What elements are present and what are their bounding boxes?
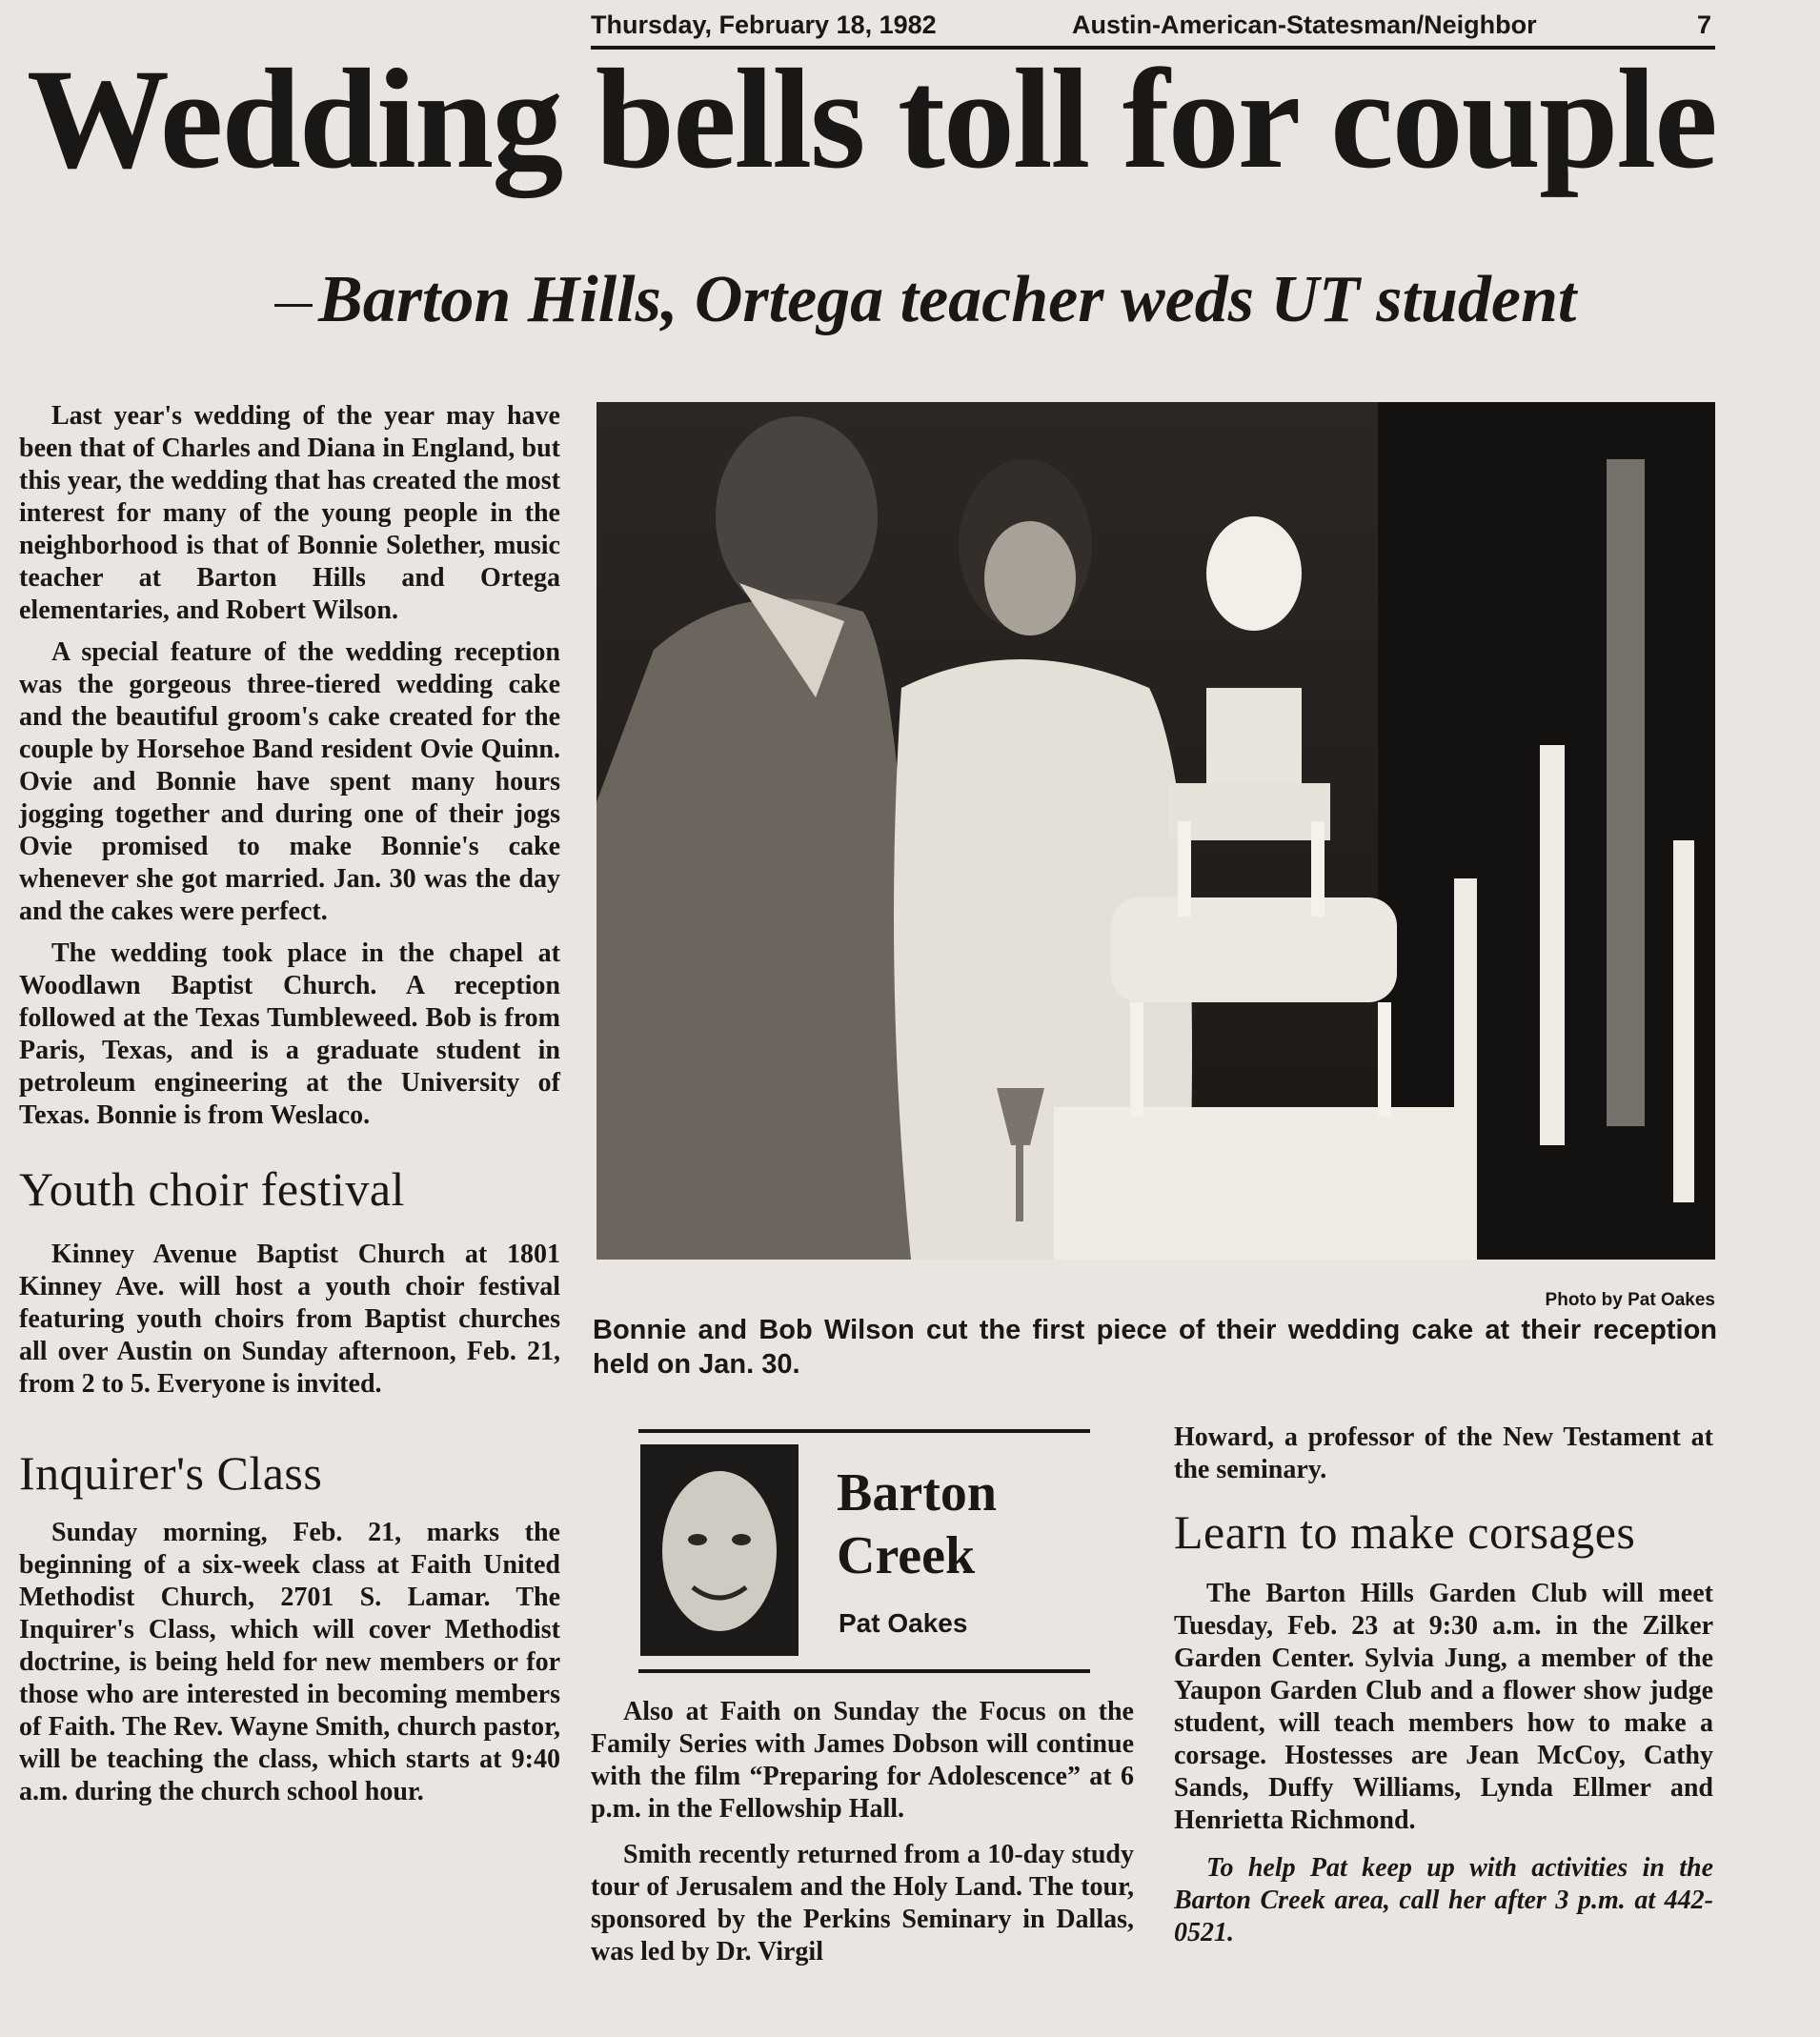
- contact-note: To help Pat keep up with activities in the Barton Creek area, call her after 3 p.m. at 442-0521.: [1174, 1853, 1713, 1947]
- headline: Wedding bells toll for couple: [27, 40, 1716, 198]
- column-header-box: [638, 1429, 1090, 1673]
- inquirers-class-heading: Inquirer's Class: [19, 1446, 323, 1500]
- mid-paragraph: Also at Faith on Sunday the Focus on the Family Series with James Dobson will continue with the film “Preparing for Adolescence” at 6 p.m. in the Fellowship Hall.: [591, 1697, 1134, 1824]
- wedding-photo-image: [597, 402, 1715, 1260]
- lead-paragraph: Last year's wedding of the year may have been that of Charles and Diana in England, but this year, the wedding that has created the most interest for many of the young people in the neighborhood is that of Bonnie Solether, music teacher at Barton Hills and Ortega elementaries, and Robert Wilson.: [19, 401, 560, 625]
- left-column: [19, 400, 560, 1816]
- column-title-line: Barton: [837, 1463, 997, 1523]
- wedding-photo: [597, 402, 1715, 1260]
- dash-rule: [274, 304, 313, 307]
- column-author: Pat Oakes: [839, 1608, 968, 1638]
- lead-paragraph: The wedding took place in the chapel at Woodlawn Baptist Church. A reception followed at the Texas Tumbleweed. Bob is from Paris, Texas, and is a graduate student in petroleum engineering at the University of Texas. Bonnie is from Weslaco.: [19, 938, 560, 1130]
- subheadline: [274, 257, 1723, 343]
- header-paper-name: Austin-American-Statesman/Neighbor: [1072, 10, 1537, 39]
- youth-choir-body: Kinney Avenue Baptist Church at 1801 Kinney Ave. will host a youth choir festival featuring youth choirs from Baptist churches all over Austin on Sunday afternoon, Feb. 21, from 2 to 5. Everyone is invited.: [19, 1240, 560, 1399]
- right-column: [1174, 1422, 1713, 1957]
- corsages-heading: Learn to make corsages: [1174, 1505, 1636, 1559]
- subheadline-text: Barton Hills, Ortega teacher weds UT student: [318, 263, 1577, 336]
- lead-paragraph: A special feature of the wedding reception was the gorgeous three-tiered wedding cake and the beautiful groom's cake created for the couple by Horsehoe Band resident Ovie Quinn. Ovie and Bonnie have spent many hours jogging together and during one of their jogs Ovie promised to make Bonnie's cake whenever she got married. Jan. 30 was the day and the cakes were perfect.: [19, 637, 560, 926]
- inquirers-class-body: Sunday morning, Feb. 21, marks the beginning of a six-week class at Faith United Methodist Church, 2701 S. Lamar. The Inquirer's Class, which will cover Methodist doctrine, is being held for new members or for those who are interested in becoming members of Faith. The Rev. Wayne Smith, church pastor, will be teaching the class, which starts at 9:40 a.m. during the church school hour.: [19, 1518, 560, 1806]
- header-date: Thursday, February 18, 1982: [591, 10, 937, 39]
- middle-column: [591, 1696, 1134, 1976]
- column-title: [837, 1462, 997, 1587]
- corsages-body: The Barton Hills Garden Club will meet Tuesday, Feb. 23 at 9:30 a.m. in the Zilker Garden Center. Sylvia Jung, a member of the Yaupon Garden Club and a flower show judge student, will teach members how to make a corsage. Hostesses are Jean McCoy, Cathy Sands, Duffy Williams, Lynda Ellmer and Henrietta Richmond.: [1174, 1579, 1713, 1835]
- columnist-photo: [640, 1444, 799, 1656]
- columnist-portrait-image: [640, 1444, 799, 1656]
- youth-choir-heading: Youth choir festival: [19, 1162, 405, 1216]
- photo-caption: Bonnie and Bob Wilson cut the first piece of their wedding cake at their reception held on Jan. 30.: [593, 1315, 1717, 1380]
- mid-paragraph: Smith recently returned from a 10-day study tour of Jerusalem and the Holy Land. The tour, sponsored by the Perkins Seminary in Dallas, was led by Dr. Virgil: [591, 1840, 1134, 1966]
- header-page-number: 7: [1696, 10, 1711, 39]
- right-continuation: Howard, a professor of the New Testament at the seminary.: [1174, 1422, 1713, 1484]
- photo-credit: Photo by Pat Oakes: [1545, 1290, 1715, 1310]
- lead-story: [19, 400, 560, 1132]
- column-title-line: Creek: [837, 1526, 976, 1585]
